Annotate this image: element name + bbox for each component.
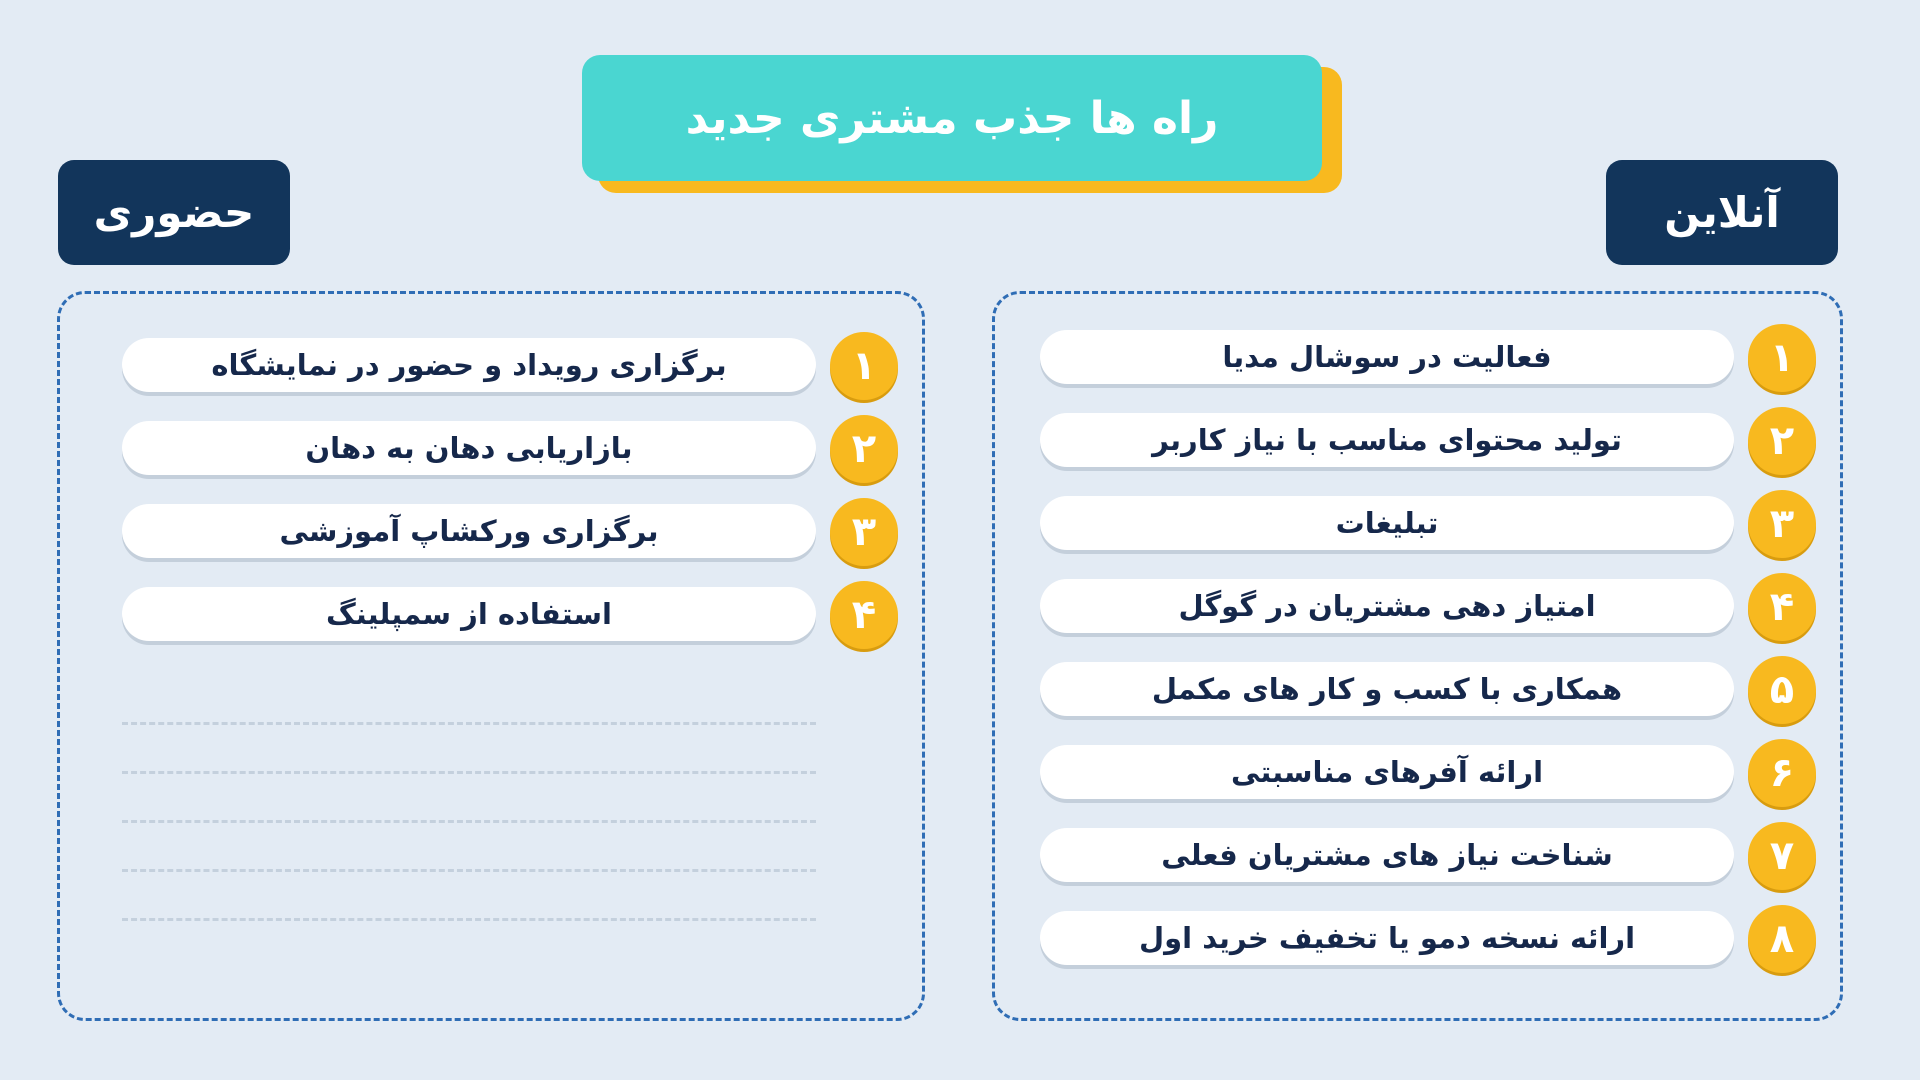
number-badge: ۳ [830,498,898,566]
number-badge: ۳ [1748,490,1816,558]
list-item-text: همکاری با کسب و کار های مکمل [1040,662,1734,716]
list-item-text: بازاریابی دهان به دهان [122,421,816,475]
number-badge: ۷ [1748,822,1816,890]
blank-line [122,918,816,921]
number-badge: ۱ [1748,324,1816,392]
page-title: راه ها جذب مشتری جدید [685,92,1219,144]
list-item-text: برگزاری ورکشاپ آموزشی [122,504,816,558]
section-label-offline: حضوری [58,160,290,265]
list-item-text: ارائه نسخه دمو یا تخفیف خرید اول [1040,911,1734,965]
blank-line [122,820,816,823]
list-item-text: فعالیت در سوشال مدیا [1040,330,1734,384]
number-badge: ۸ [1748,905,1816,973]
list-item-text: ارائه آفرهای مناسبتی [1040,745,1734,799]
number-badge: ۲ [1748,407,1816,475]
list-item-text: امتیاز دهی مشتریان در گوگل [1040,579,1734,633]
number-badge: ۱ [830,332,898,400]
number-badge: ۴ [830,581,898,649]
number-badge: ۶ [1748,739,1816,807]
title-banner [582,55,1322,181]
blank-line [122,869,816,872]
section-label-online: آنلاین [1606,160,1838,265]
blank-line [122,722,816,725]
list-item-text: شناخت نیاز های مشتریان فعلی [1040,828,1734,882]
list-item-text: تبلیغات [1040,496,1734,550]
number-badge: ۴ [1748,573,1816,641]
number-badge: ۵ [1748,656,1816,724]
number-badge: ۲ [830,415,898,483]
list-item-text: استفاده از سمپلینگ [122,587,816,641]
blank-lines [122,722,816,967]
blank-line [122,771,816,774]
list-item-text: تولید محتوای مناسب با نیاز کاربر [1040,413,1734,467]
list-item-text: برگزاری رویداد و حضور در نمایشگاه [122,338,816,392]
